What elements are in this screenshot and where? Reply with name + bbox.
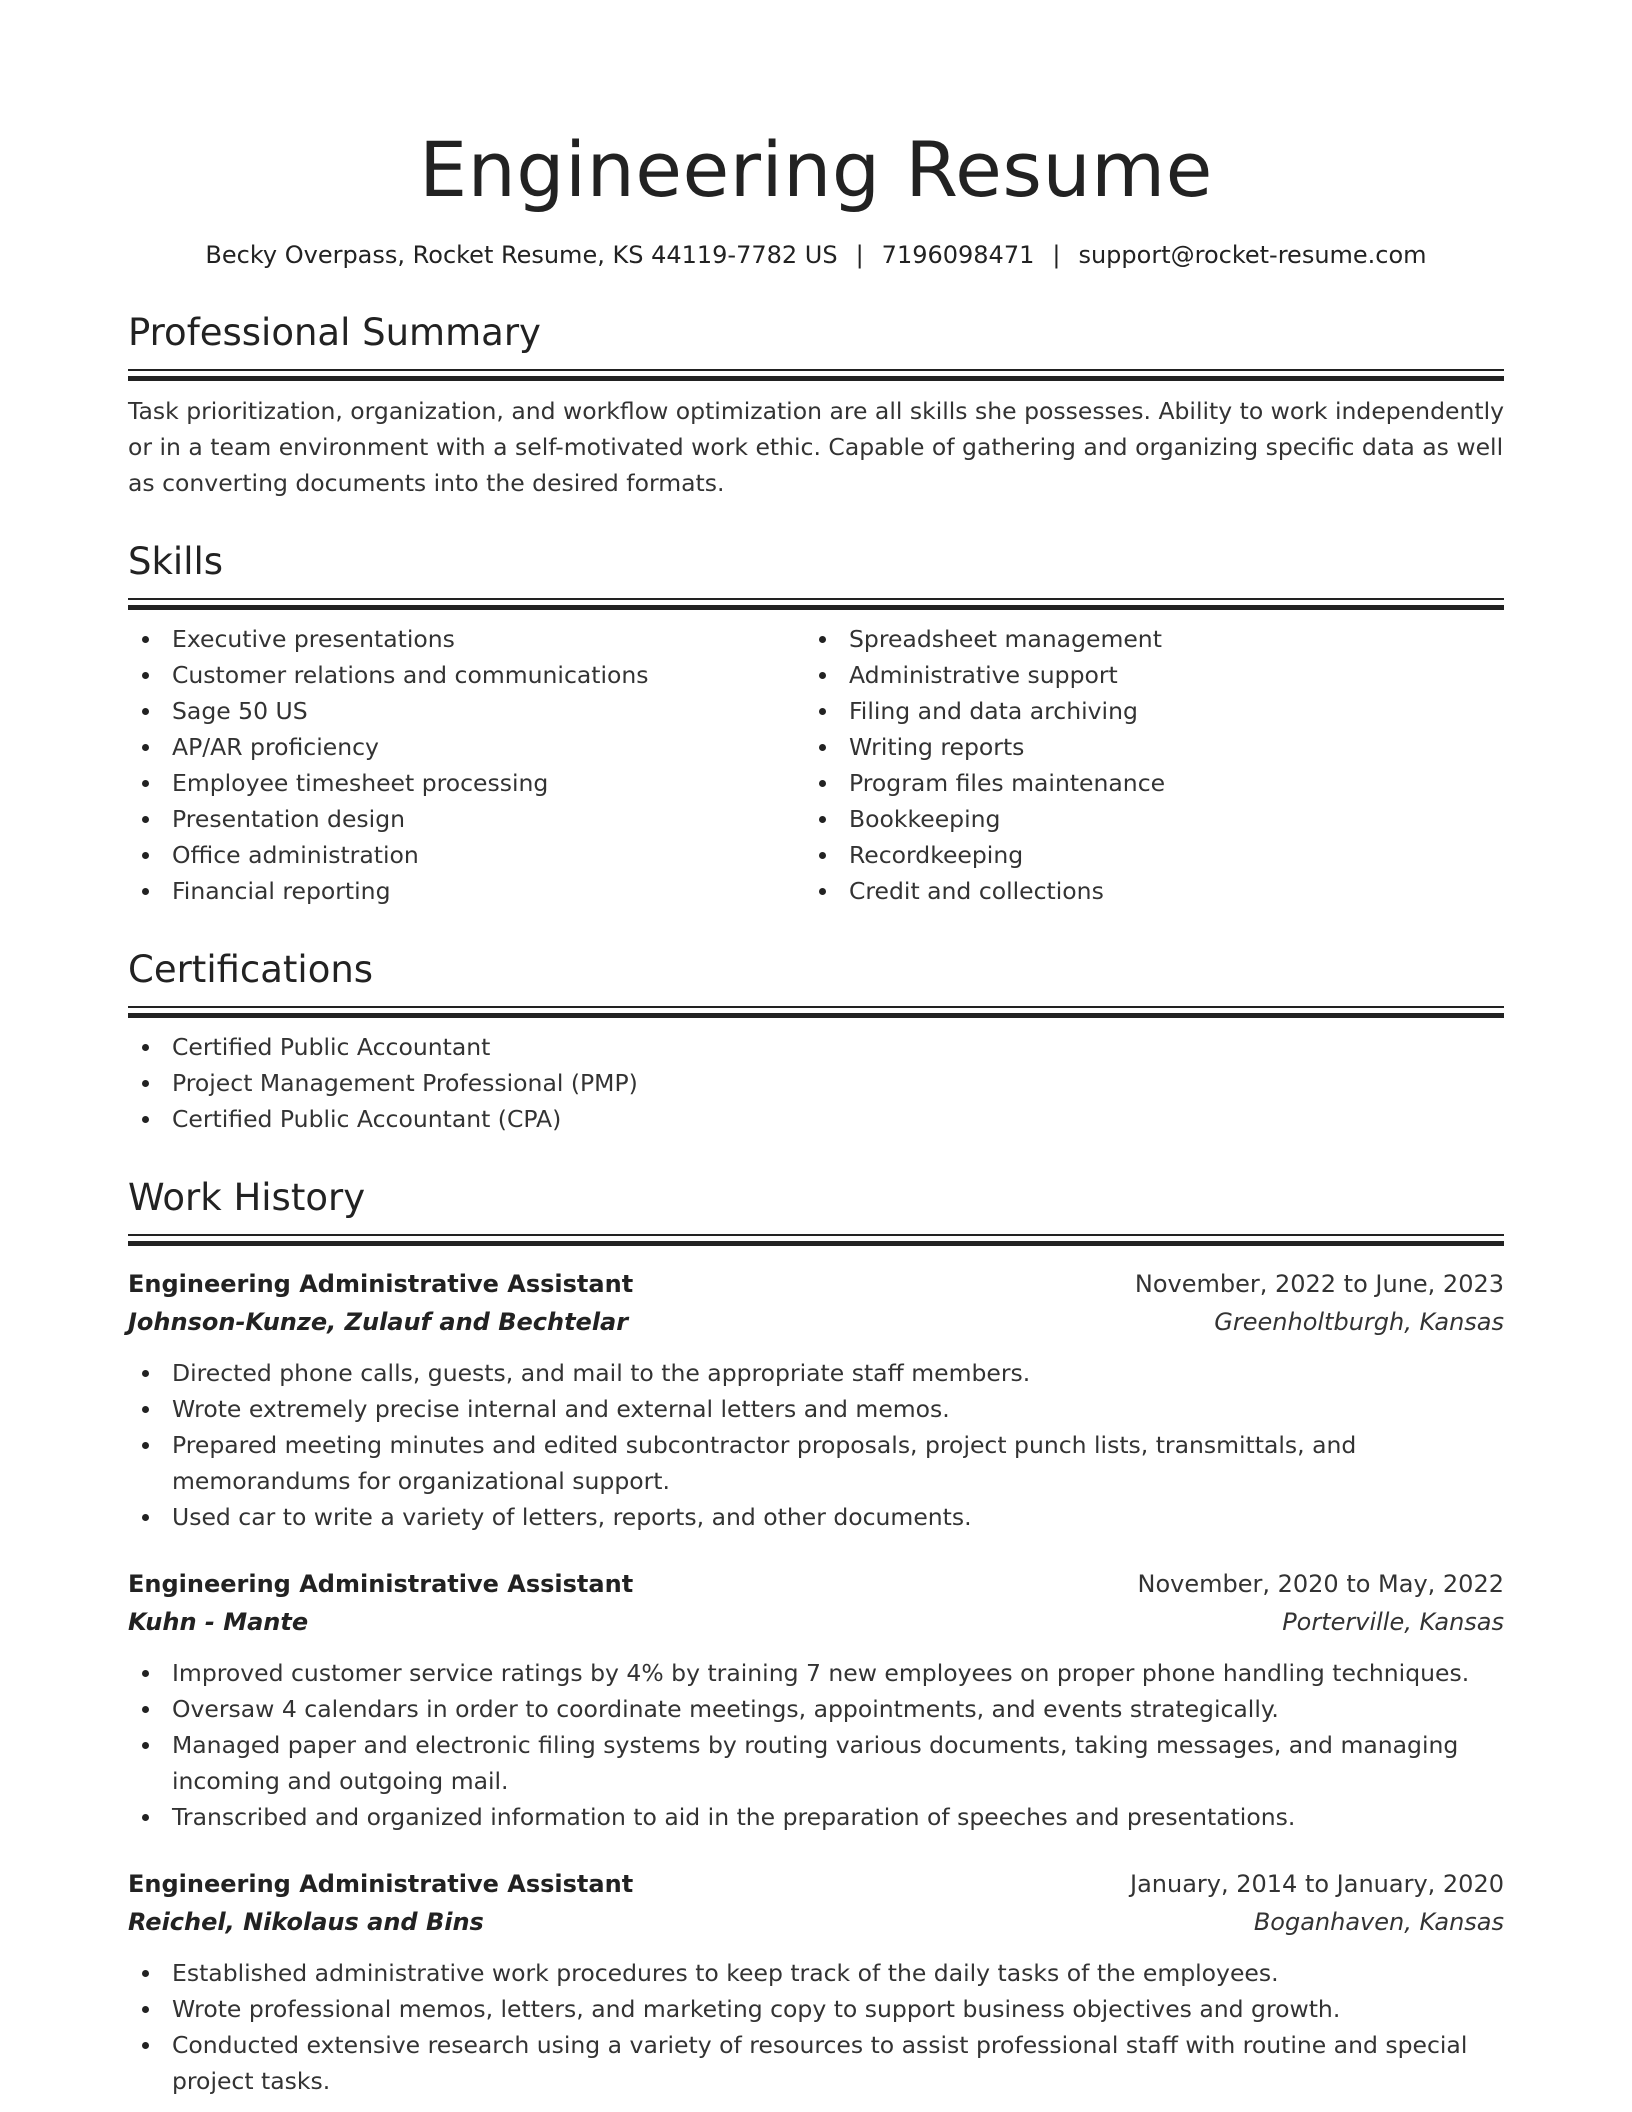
job-bullet: Managed paper and electronic filing systems by routing various documents, taking messages, and managing incoming and outgoing mail. <box>128 1727 1504 1799</box>
job-dates: November, 2020 to May, 2022 <box>1137 1570 1504 1598</box>
job-dates: January, 2014 to January, 2020 <box>1130 1870 1504 1898</box>
job-bullet: Oversaw 4 calendars in order to coordinate meetings, appointments, and events strategically. <box>128 1691 1504 1727</box>
skill-item: Writing reports <box>805 729 1482 765</box>
job-company: Kuhn - Mante <box>128 1608 309 1636</box>
job-location: Boganhaven, Kansas <box>1253 1908 1504 1936</box>
skill-item: Spreadsheet management <box>805 621 1482 657</box>
job-location: Greenholtburgh, Kansas <box>1214 1308 1504 1336</box>
section-divider <box>128 598 1504 609</box>
job-bullet: Conducted extensive research using a variety of resources to assist professional staff with routine and special project tasks. <box>128 2027 1504 2099</box>
skill-item: Credit and collections <box>805 873 1482 909</box>
skills-list-right <box>805 621 1482 909</box>
section-divider <box>128 1006 1504 1017</box>
certification-item: Certified Public Accountant (CPA) <box>128 1101 1504 1137</box>
skills-section <box>128 539 1504 909</box>
summary-text: Task prioritization, organization, and workflow optimization are all skills she possesses. Ability to work independently or in a team environment with a self-motivated work ethic. Capable of gathering and organizing specific data as well as converting documents into the desired formats. <box>128 397 1505 497</box>
job-company: Reichel, Nikolaus and Bins <box>128 1908 484 1936</box>
job-bullet: Wrote professional memos, letters, and marketing copy to support business objectives and growth. <box>128 1991 1504 2027</box>
section-divider <box>128 1234 1504 1245</box>
contact-phone: 7196098471 <box>881 241 1035 269</box>
job-bullet: Wrote extremely precise internal and external letters and memos. <box>128 1391 1504 1427</box>
job-bullets <box>128 1955 1504 2099</box>
job-location: Porterville, Kansas <box>1282 1608 1504 1636</box>
skill-item: Administrative support <box>805 657 1482 693</box>
job-company: Johnson-Kunze, Zulauf and Bechtelar <box>128 1308 629 1336</box>
resume-content <box>128 118 1504 2099</box>
job-bullets <box>128 1355 1504 1535</box>
skill-item: Filing and data archiving <box>805 693 1482 729</box>
skill-item: Office administration <box>128 837 805 873</box>
job-bullets <box>128 1655 1504 1835</box>
certification-item: Certified Public Accountant <box>128 1029 1504 1065</box>
skill-item: Customer relations and communications <box>128 657 805 693</box>
skill-item: Sage 50 US <box>128 693 805 729</box>
skill-item: Executive presentations <box>128 621 805 657</box>
contact-address: Becky Overpass, Rocket Resume, KS 44119-7782 US <box>205 241 838 269</box>
skills-list-left <box>128 621 805 909</box>
job-title: Engineering Administrative Assistant <box>128 1270 634 1298</box>
job-bullet: Transcribed and organized information to aid in the preparation of speeches and presentations. <box>128 1799 1504 1835</box>
certifications-list <box>128 1029 1504 1137</box>
skill-item: AP/AR proficiency <box>128 729 805 765</box>
resume-title: Engineering Resume <box>419 125 1213 214</box>
summary-section <box>128 310 1504 501</box>
skill-item: Recordkeeping <box>805 837 1482 873</box>
certifications-section <box>128 947 1504 1137</box>
job-entry <box>128 1565 1504 1835</box>
certification-item: Project Management Professional (PMP) <box>128 1065 1504 1101</box>
section-heading-skills: Skills <box>128 540 224 583</box>
skill-item: Financial reporting <box>128 873 805 909</box>
skill-item: Presentation design <box>128 801 805 837</box>
job-bullet: Directed phone calls, guests, and mail to the appropriate staff members. <box>128 1355 1504 1391</box>
contact-separator: | <box>855 241 864 269</box>
job-title: Engineering Administrative Assistant <box>128 1870 634 1898</box>
contact-line <box>128 238 1504 272</box>
skill-item: Program files maintenance <box>805 765 1482 801</box>
job-entry <box>128 1265 1504 1535</box>
work-history-section <box>128 1175 1504 2099</box>
skill-item: Bookkeeping <box>805 801 1482 837</box>
section-heading-certifications: Certifications <box>128 948 374 991</box>
section-heading-work-history: Work History <box>128 1176 366 1219</box>
section-heading-summary: Professional Summary <box>128 311 541 354</box>
skills-columns <box>128 609 1504 909</box>
job-bullet: Established administrative work procedures to keep track of the daily tasks of the employees. <box>128 1955 1504 1991</box>
skill-item: Employee timesheet processing <box>128 765 805 801</box>
job-bullet: Prepared meeting minutes and edited subcontractor proposals, project punch lists, transmittals, and memorandums for organizational support. <box>128 1427 1504 1499</box>
job-bullet: Improved customer service ratings by 4% by training 7 new employees on proper phone handling techniques. <box>128 1655 1504 1691</box>
job-bullet: Used car to write a variety of letters, reports, and other documents. <box>128 1499 1504 1535</box>
job-title: Engineering Administrative Assistant <box>128 1570 634 1598</box>
job-dates: November, 2022 to June, 2023 <box>1134 1270 1504 1298</box>
section-divider <box>128 369 1504 380</box>
job-entry <box>128 1865 1504 2099</box>
contact-separator: | <box>1052 241 1061 269</box>
contact-email: support@rocket-resume.com <box>1078 241 1427 269</box>
